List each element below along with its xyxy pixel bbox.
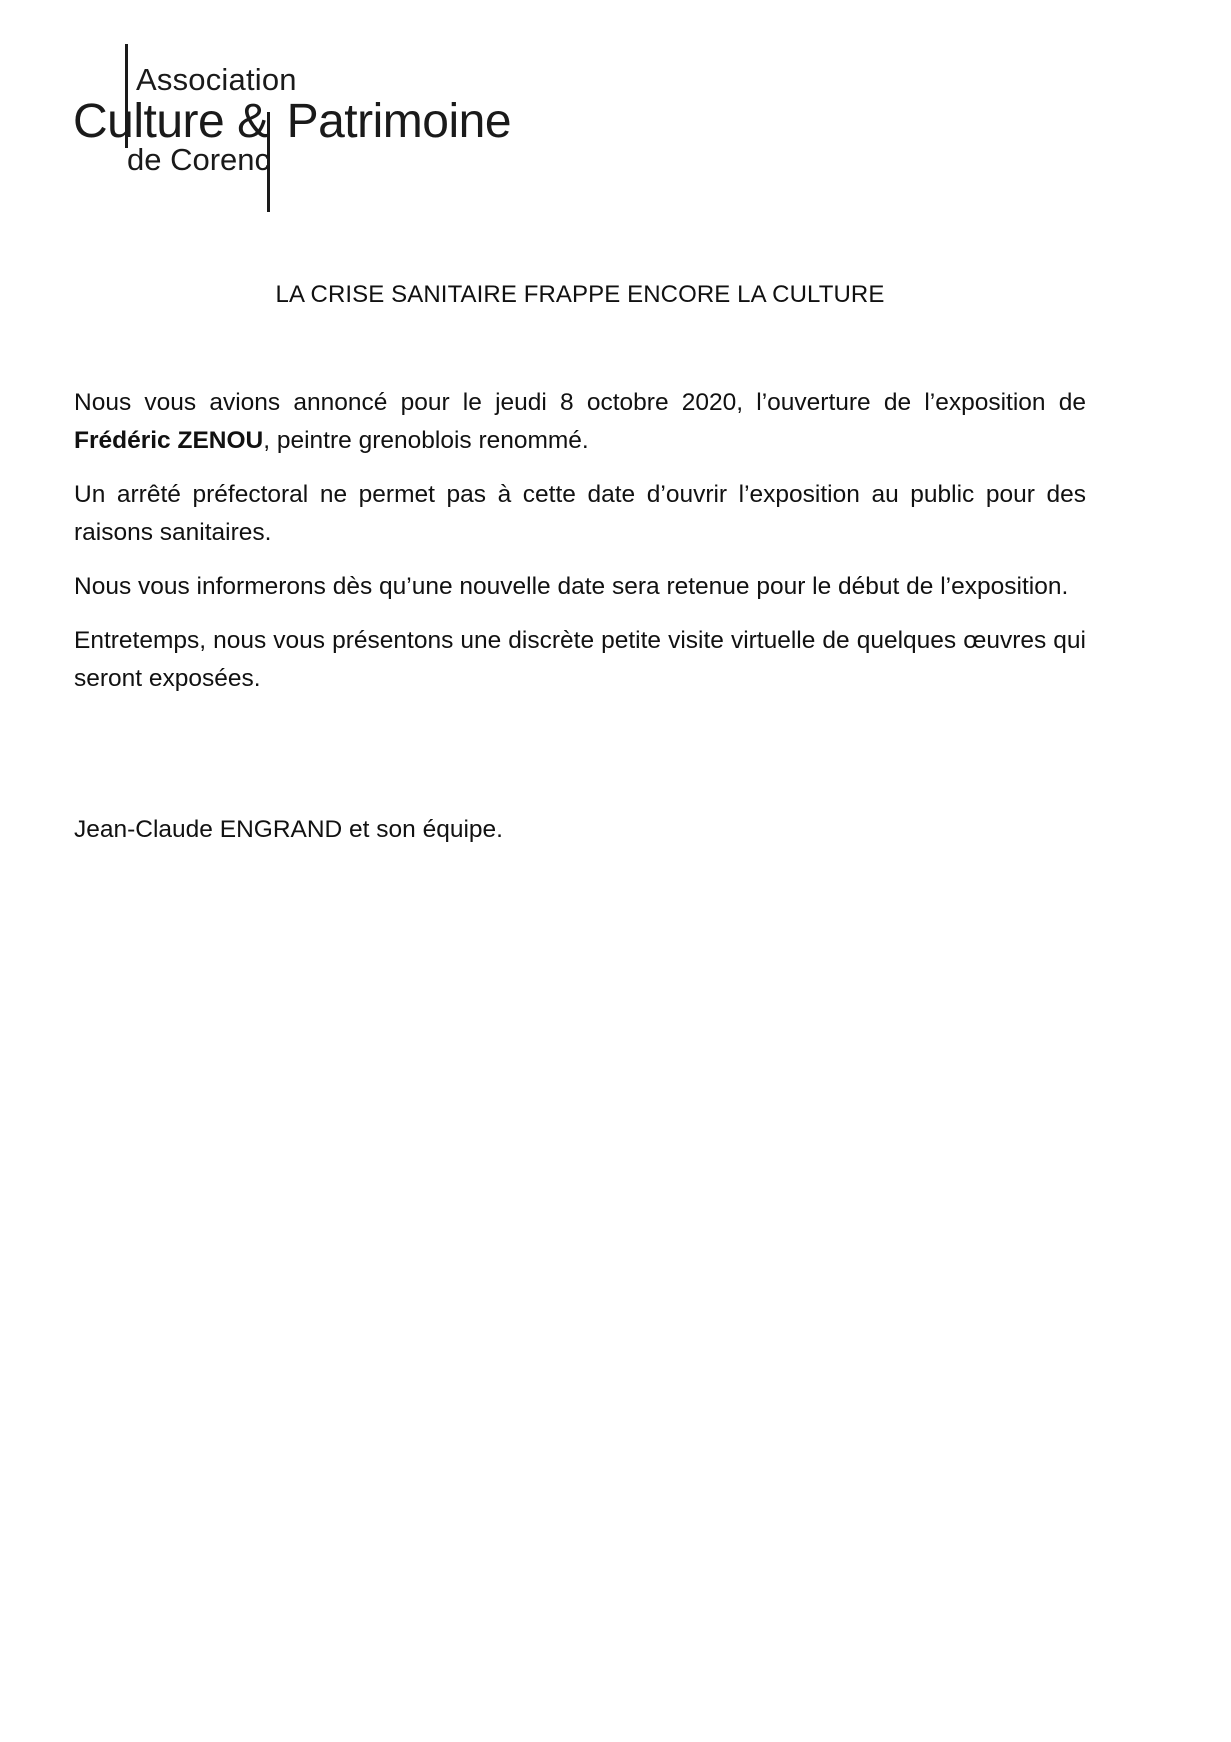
logo-line-association: Association <box>136 62 297 97</box>
association-logo <box>70 40 512 215</box>
artist-name: Frédéric ZENOU <box>74 427 264 454</box>
paragraph-prefectoral-order: Un arrêté préfectoral ne permet pas à cette date d’ouvrir l’exposition au public pour des raisons sanitaires. <box>74 481 1086 546</box>
logo-line-culture-patrimoine <box>73 95 512 148</box>
document-body <box>74 384 1086 714</box>
logo-patrimoine-text: Patrimoine <box>286 95 512 148</box>
document-title: LA CRISE SANITAIRE FRAPPE ENCORE LA CULTURE <box>275 281 885 308</box>
logo-line-corenc: de Corenc <box>127 142 271 177</box>
paragraph-announcement <box>74 384 1086 460</box>
paragraph-new-date: Nous vous informerons dès qu’une nouvelle date sera retenue pour le début de l’exposition. <box>74 573 1069 600</box>
signature: Jean-Claude ENGRAND et son équipe. <box>74 816 503 843</box>
logo-culture-text: Culture & <box>73 95 269 148</box>
paragraph-virtual-visit: Entretemps, nous vous présentons une discrète petite visite virtuelle de quelques œuvres qui seront exposées. <box>74 627 1086 692</box>
paragraph-announcement-end: , peintre grenoblois renommé. <box>263 427 589 454</box>
paragraph-announcement-start: Nous vous avions annoncé pour le jeudi 8 octobre 2020, l’ouverture de l’exposition de <box>74 389 1086 416</box>
